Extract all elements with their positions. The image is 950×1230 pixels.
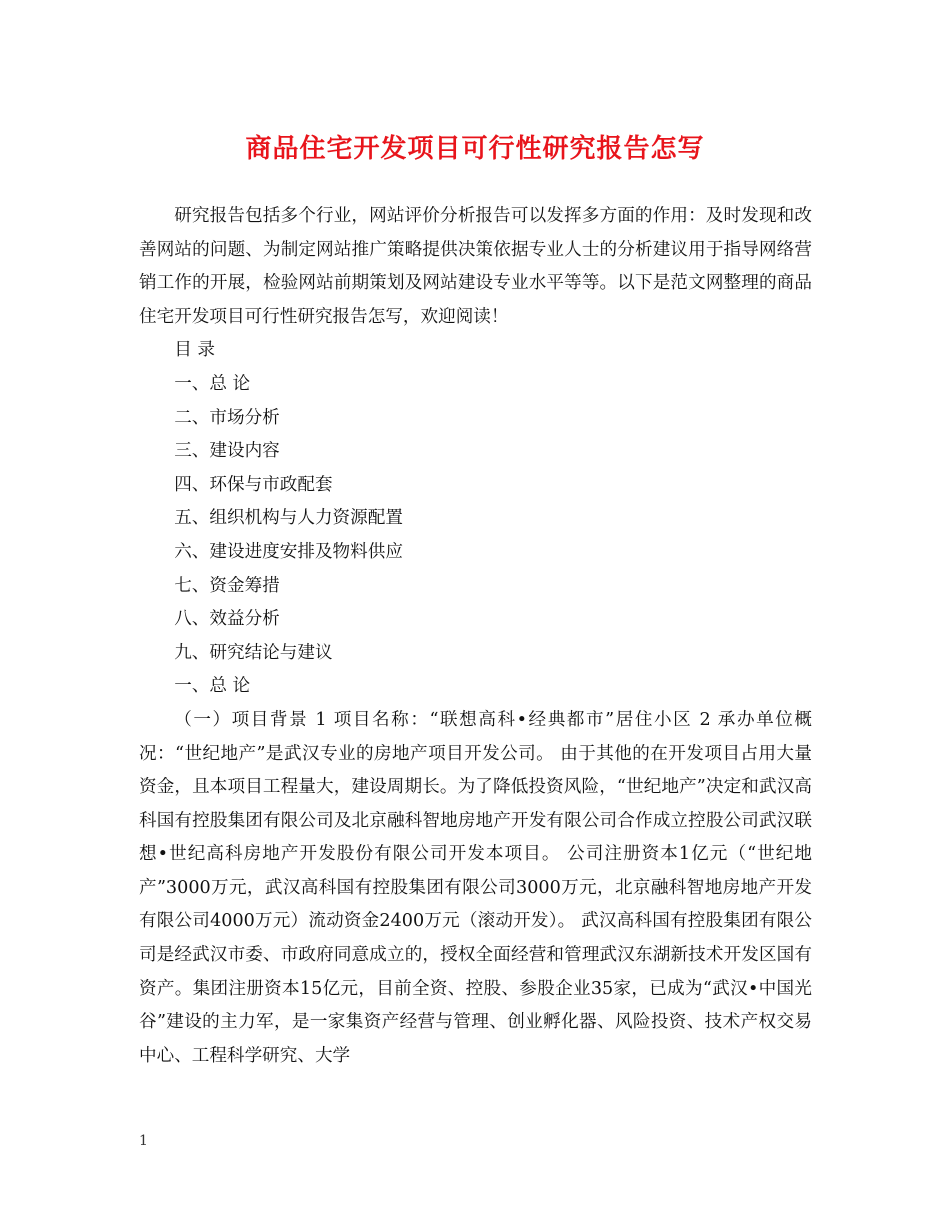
page-number: 1 <box>139 1133 148 1149</box>
toc-item: 四、环保与市政配套 <box>174 474 333 495</box>
toc-item: 五、组织机构与人力资源配置 <box>174 508 403 529</box>
toc-item: 六、建设进度安排及物料供应 <box>174 541 403 562</box>
document-body <box>139 200 812 1073</box>
section-paragraph: （一）项目背景 1 项目名称：“联想高科•经典都市”居住小区 2 承办单位概况：“世纪地产”是武汉专业的房地产项目开发公司。 由于其他的在开发项目占用大量资金，且本项目工程量大，建设周期长。为了降低投资风险，“世纪地产”决定和武汉高科国有控股集团有限公司及北京融科智地房地产开发有限公司合作成立控股公司武汉联想•世纪高科房地产开发股份有限公司开发本项目。 公司注册资本1亿元（“世纪地产”3000万元，武汉高科国有控股集团有限公司3000万元，北京融科智地房地产开发有限公司4000万元）流动资金2400万元（滚动开发）。 武汉高科国有控股集团有限公司是经武汉市委、市政府同意成立的，授权全面经营和管理武汉东湖新技术开发区国有资产。集团注册资本15亿元，目前全资、控股、参股企业35家，已成为“武汉•中国光谷”建设的主力军，是一家集资产经营与管理、创业孵化器、风险投资、技术产权交易中心、工程科学研究、大学 <box>139 709 812 1066</box>
toc-item: 九、研究结论与建议 <box>174 642 333 663</box>
toc-item: 二、市场分析 <box>174 407 280 428</box>
toc-item: 一、总 论 <box>174 373 251 394</box>
toc-item: 八、效益分析 <box>174 609 280 630</box>
section-heading: 一、总 论 <box>174 676 251 697</box>
toc-heading: 目 录 <box>174 340 215 361</box>
intro-paragraph: 研究报告包括多个行业，网站评价分析报告可以发挥多方面的作用：及时发现和改善网站的问题、为制定网站推广策略提供决策依据专业人士的分析建议用于指导网络营销工作的开展，检验网站前期策划及网站建设专业水平等等。以下是范文网整理的商品住宅开发项目可行性研究报告怎写，欢迎阅读！ <box>139 206 812 327</box>
toc-item: 七、资金筹措 <box>174 575 280 596</box>
toc-item: 三、建设内容 <box>174 441 280 462</box>
document-title: 商品住宅开发项目可行性研究报告怎写 <box>245 134 705 164</box>
